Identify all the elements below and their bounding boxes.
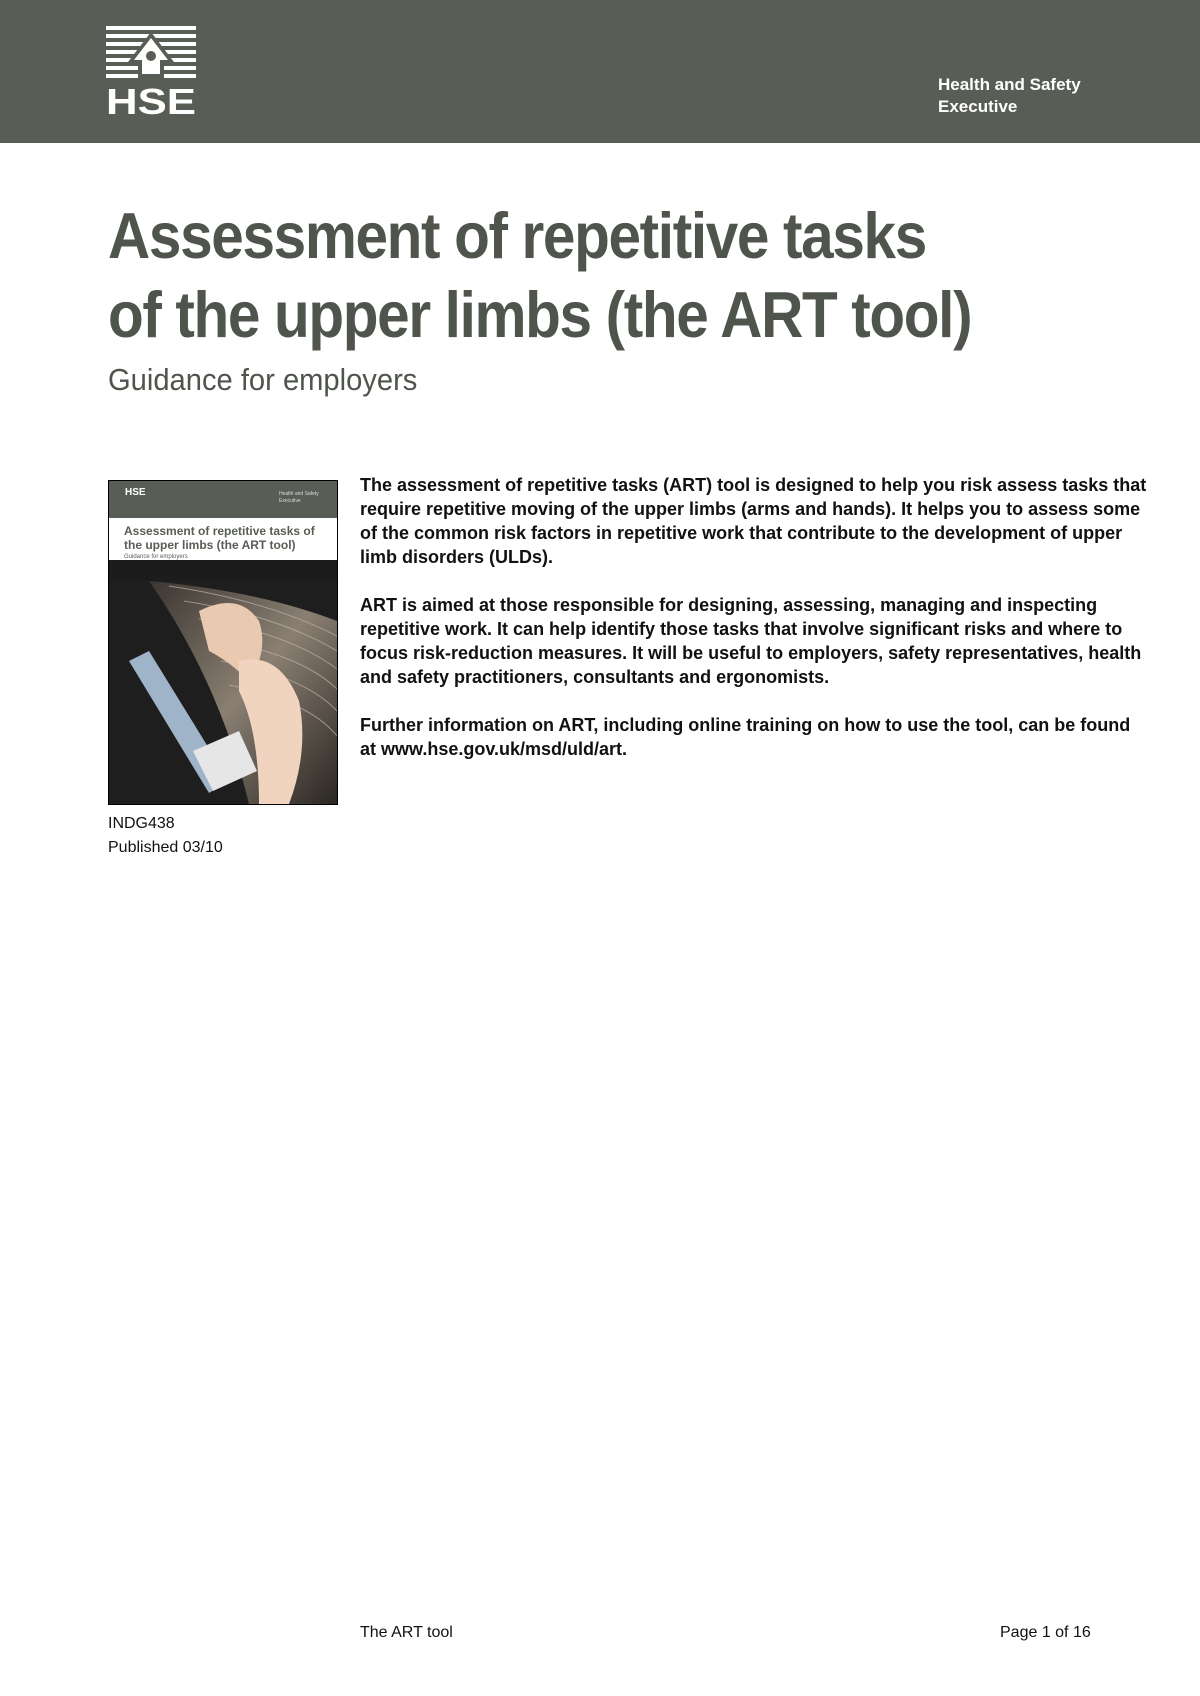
cover-subtitle: Guidance for employers bbox=[124, 554, 188, 560]
cover-title: Assessment of repetitive tasks of the upper limbs (the ART tool) bbox=[124, 524, 315, 552]
org-name-line1: Health and Safety bbox=[938, 75, 1081, 94]
cover-header bbox=[109, 481, 337, 518]
intro-paragraph-2: ART is aimed at those responsible for designing, assessing, managing and inspecting repetitive work. It can help identify those tasks that involve significant risks and where to focus risk-reduction measures. It will be useful to employers, safety representatives, health and safety practitioners, consultants and ergonomists. bbox=[360, 595, 1142, 687]
page-subtitle: Guidance for employers bbox=[108, 362, 418, 397]
hse-logo-icon bbox=[106, 26, 196, 116]
cover-photo-hands-icon bbox=[109, 581, 337, 804]
publication-meta bbox=[108, 812, 223, 860]
publication-code: INDG438 bbox=[108, 815, 175, 832]
cover-title-area bbox=[109, 518, 337, 560]
cover-logo-text: HSE bbox=[125, 487, 146, 498]
footer-doc-title: The ART tool bbox=[360, 1624, 453, 1641]
page-title bbox=[108, 196, 1062, 354]
title-line2: of the upper limbs (the ART tool) bbox=[108, 278, 972, 351]
intro-paragraph-1: The assessment of repetitive tasks (ART) tool is designed to help you risk assess tasks that require repetitive moving of the upper limbs (arms and hands). It helps you to assess some of the common risk factors in repetitive work that contribute to the development of upper limb disorders (ULDs). bbox=[360, 475, 1147, 567]
intro-text bbox=[360, 473, 1150, 785]
cover-org-text: Health and Safety Executive bbox=[279, 491, 319, 504]
page-header bbox=[0, 0, 1200, 143]
organisation-name bbox=[938, 74, 1178, 118]
footer-page-number: Page 1 of 16 bbox=[1000, 1624, 1091, 1641]
cover-thumbnail bbox=[108, 480, 338, 805]
intro-paragraph-3: Further information on ART, including online training on how to use the tool, can be found at www.hse.gov.uk/msd/uld/art. bbox=[360, 715, 1131, 759]
title-line1: Assessment of repetitive tasks bbox=[108, 199, 926, 272]
logo-text: HSE bbox=[106, 81, 196, 116]
org-name-line2: Executive bbox=[938, 97, 1018, 116]
publication-date: Published 03/10 bbox=[108, 839, 223, 856]
